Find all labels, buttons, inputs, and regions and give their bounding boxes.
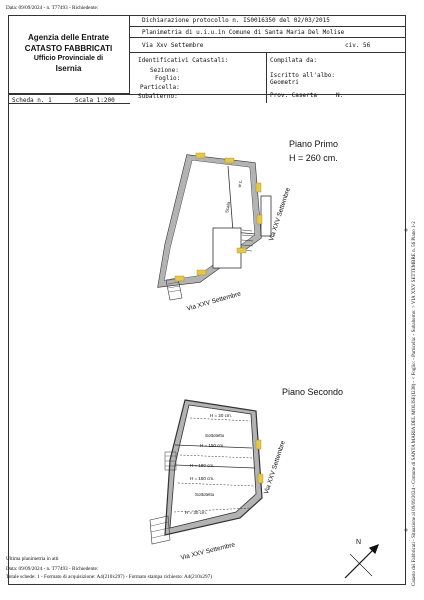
second-floor-title: Piano Secondo bbox=[282, 387, 344, 397]
height-label-4: H = 150 cm. bbox=[190, 476, 215, 481]
scala-label: Scala bbox=[224, 201, 232, 214]
catasto-title: CATASTO FABBRICATI bbox=[24, 44, 113, 53]
province-name: Isernia bbox=[55, 64, 82, 73]
declaration-planimetry: Planimetria di u.i.u.in Comune di Santa Maria Del Molise bbox=[142, 29, 345, 36]
right-side-caption: Catasto dei Fabbricati - Situazione al 09/09/2024 - Comune di SANTA MARIA DEL MOLISE(I238) - < Foglio: - Particella: - Subalterno: > VIA XXV SETTEMBRE n. 56 Piano 1-2 bbox=[412, 221, 417, 586]
geometri-label: Geometri bbox=[270, 79, 299, 86]
wc-label: w.c. bbox=[236, 179, 244, 188]
subalterno-label: Subalterno: bbox=[138, 93, 178, 100]
height-label-1: H = 20 cm. bbox=[210, 413, 232, 418]
top-note: Data: 09/09/2024 - n. T77493 - Richiedente: bbox=[6, 5, 99, 11]
first-floor-title: Piano Primo bbox=[289, 139, 339, 149]
foglio-label: Foglio: bbox=[155, 75, 181, 82]
north-arrow-icon bbox=[345, 539, 378, 578]
street-label-second: Via XXV Settembre bbox=[179, 541, 236, 562]
declaration-street: Via Xxv Settembre bbox=[142, 42, 204, 49]
compiled-heading: Compilata da: bbox=[270, 57, 317, 64]
sottotetto-label-1: Sottotetto bbox=[205, 433, 225, 438]
iscritto-label: Iscritto all'albo: bbox=[270, 72, 336, 79]
street-label-second-vertical: Via XXV Settembre bbox=[263, 439, 287, 496]
agency-name: Agenzia delle Entrate bbox=[28, 33, 109, 42]
svg-text:N: N bbox=[356, 539, 362, 546]
height-label-5: H = 30 cm. bbox=[185, 510, 207, 515]
scheda-label: Scheda n. 1 bbox=[12, 97, 52, 104]
n-label: N. bbox=[336, 92, 344, 99]
plus-markers bbox=[404, 228, 408, 532]
sezione-label: Sezione: bbox=[150, 67, 179, 74]
scale-label: Scala 1:200 bbox=[75, 97, 115, 104]
footer-format: Totale schede: 1 - Formato di acquisizione: A4(210x297) - Formato stampa richiesto: A4(210x297) bbox=[6, 574, 212, 580]
footer-last-planimetry: Ultima planimetria in atti bbox=[6, 556, 59, 562]
identifiers-heading: Identificativi Catastali: bbox=[138, 57, 229, 64]
second-floor-plan bbox=[150, 400, 262, 544]
street-label-first: Via XXV Settembre bbox=[186, 290, 242, 313]
ufficio-label: Ufficio Provinciale di bbox=[33, 55, 104, 62]
particella-label: Particella: bbox=[140, 84, 180, 91]
prov-label: Prov. Caserta bbox=[270, 92, 317, 99]
first-floor-height: H = 260 cm. bbox=[289, 153, 338, 163]
declaration-protocol: Dichiarazione protocollo n. IS0016350 del 02/03/2015 bbox=[142, 17, 330, 24]
declaration-civ: civ. 56 bbox=[345, 42, 371, 49]
height-label-2: H = 150 cm. bbox=[200, 443, 225, 448]
footer-date: Data: 09/09/2024 - n. T77493 - Richiedente: bbox=[6, 566, 99, 572]
height-label-3: H = 180 cm. bbox=[190, 463, 215, 468]
street-label-first-vertical: Via XXV Settembre bbox=[268, 186, 292, 243]
sottotetto-label-2: Sottotetto bbox=[195, 492, 215, 497]
